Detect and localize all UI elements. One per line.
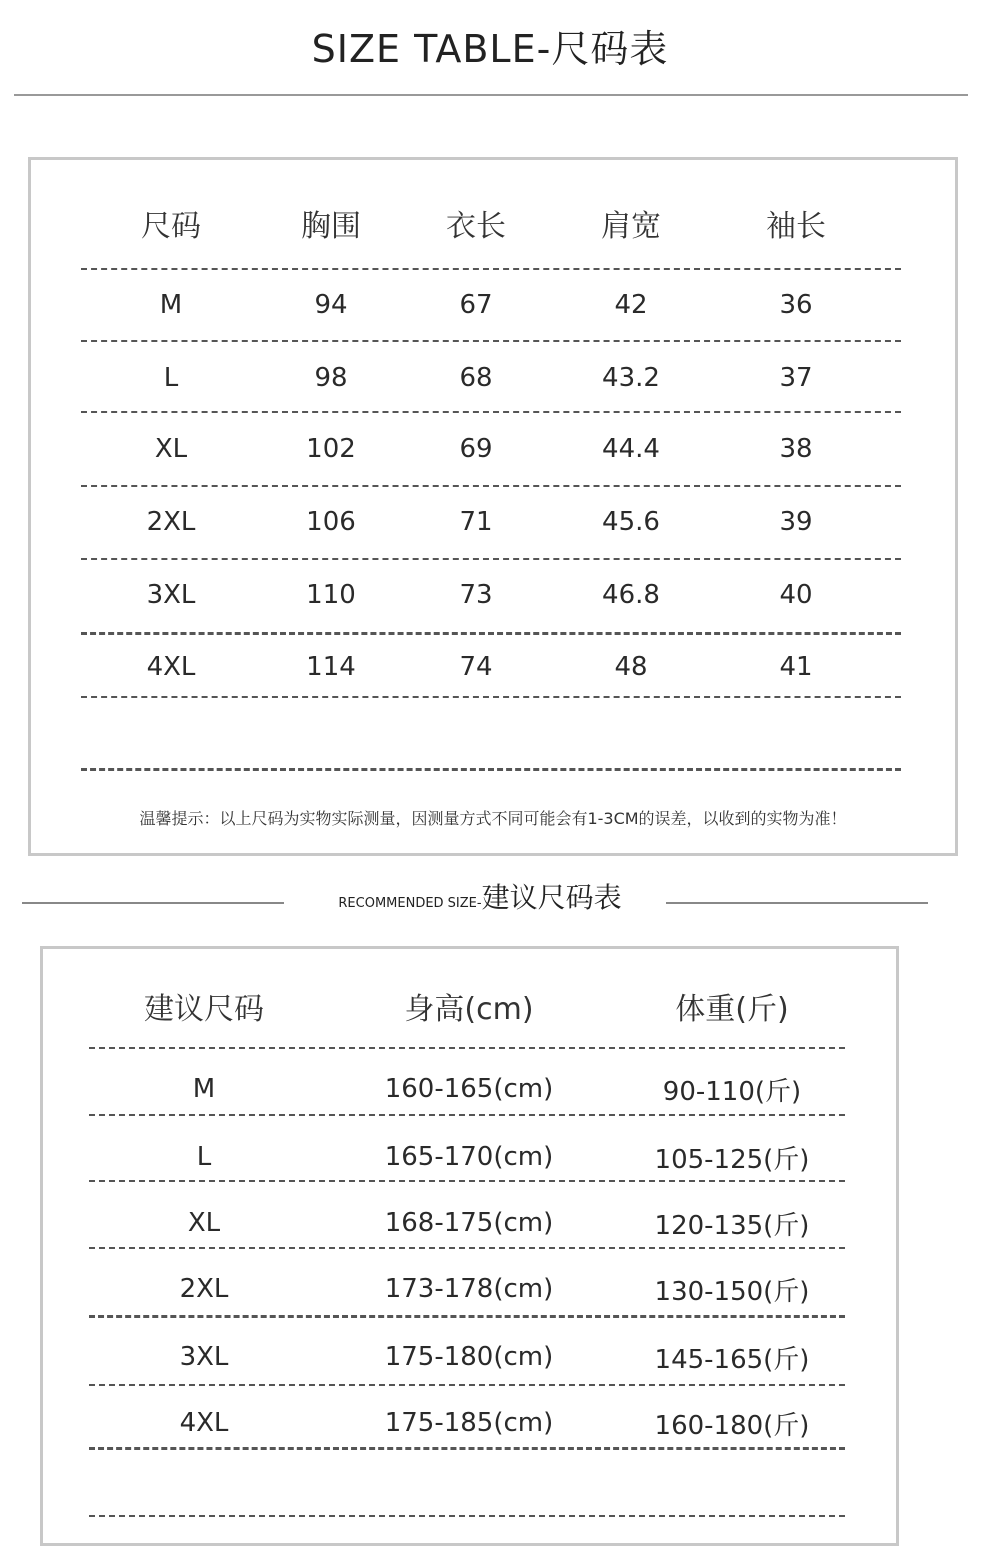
cell-height: 168-175(cm) bbox=[384, 1208, 554, 1238]
table-row bbox=[81, 280, 901, 330]
row-divider bbox=[81, 485, 901, 487]
cell-chest: 110 bbox=[306, 580, 356, 610]
cell-length: 73 bbox=[459, 580, 493, 610]
cell-weight: 145-165(斤) bbox=[654, 1344, 810, 1375]
table-row bbox=[89, 1065, 845, 1113]
cell-chest: 98 bbox=[314, 363, 348, 393]
cell-shoulder: 48 bbox=[614, 652, 648, 682]
cell-size: XL bbox=[154, 434, 188, 464]
row-divider bbox=[89, 1384, 845, 1386]
cell-height: 160-165(cm) bbox=[384, 1074, 554, 1104]
cell-chest: 106 bbox=[306, 507, 356, 537]
header-length: 衣长 bbox=[446, 209, 506, 244]
table-row bbox=[81, 642, 901, 692]
table-row bbox=[81, 353, 901, 403]
table-row bbox=[89, 1265, 845, 1313]
cell-shoulder: 46.8 bbox=[602, 580, 660, 610]
cell-size: 3XL bbox=[179, 1342, 229, 1372]
cell-sleeve: 37 bbox=[779, 363, 813, 393]
cell-sleeve: 36 bbox=[779, 290, 813, 320]
table-row bbox=[89, 1133, 845, 1181]
cell-shoulder: 43.2 bbox=[602, 363, 660, 393]
recommended-size-panel bbox=[40, 946, 899, 1546]
cell-height: 175-185(cm) bbox=[384, 1408, 554, 1438]
section-divider-right bbox=[666, 902, 928, 904]
header-size: 尺码 bbox=[141, 209, 201, 244]
row-divider bbox=[89, 1114, 845, 1116]
row-divider bbox=[89, 1180, 845, 1182]
cell-length: 68 bbox=[459, 363, 493, 393]
cell-size: 2XL bbox=[146, 507, 196, 537]
cell-size: XL bbox=[187, 1208, 221, 1238]
cell-size: M bbox=[192, 1074, 216, 1104]
cell-weight: 90-110(斤) bbox=[662, 1076, 802, 1107]
cell-height: 175-180(cm) bbox=[384, 1342, 554, 1372]
row-divider bbox=[89, 1315, 845, 1318]
table-row bbox=[89, 1333, 845, 1381]
cell-height: 165-170(cm) bbox=[384, 1142, 554, 1172]
table-row bbox=[81, 570, 901, 620]
size-table-header bbox=[81, 198, 901, 248]
row-divider bbox=[81, 632, 901, 635]
row-divider bbox=[81, 340, 901, 342]
cell-shoulder: 45.6 bbox=[602, 507, 660, 537]
header-chest: 胸围 bbox=[301, 209, 361, 244]
row-divider bbox=[89, 1247, 845, 1249]
cell-size: M bbox=[159, 290, 183, 320]
table-row bbox=[89, 1399, 845, 1447]
cell-shoulder: 44.4 bbox=[602, 434, 660, 464]
cell-length: 74 bbox=[459, 652, 493, 682]
cell-size: 4XL bbox=[179, 1408, 229, 1438]
recommended-title bbox=[290, 876, 670, 916]
page-title: SIZE TABLE-尺码表 bbox=[311, 27, 669, 71]
header-shoulder: 肩宽 bbox=[601, 209, 661, 244]
row-divider bbox=[89, 1047, 845, 1049]
cell-chest: 102 bbox=[306, 434, 356, 464]
size-table-panel bbox=[28, 157, 958, 856]
cell-sleeve: 40 bbox=[779, 580, 813, 610]
cell-weight: 105-125(斤) bbox=[654, 1144, 810, 1175]
recommended-title-en: RECOMMENDED SIZE- bbox=[338, 896, 482, 911]
cell-sleeve: 39 bbox=[779, 507, 813, 537]
row-divider bbox=[89, 1447, 845, 1450]
row-divider bbox=[89, 1515, 845, 1517]
table-row bbox=[81, 424, 901, 474]
header-height: 身高(cm) bbox=[404, 992, 534, 1027]
cell-weight: 160-180(斤) bbox=[654, 1410, 810, 1441]
cell-size: 4XL bbox=[146, 652, 196, 682]
cell-height: 173-178(cm) bbox=[384, 1274, 554, 1304]
cell-length: 71 bbox=[459, 507, 493, 537]
row-divider bbox=[81, 696, 901, 698]
table-row bbox=[89, 1199, 845, 1247]
cell-shoulder: 42 bbox=[614, 290, 648, 320]
cell-sleeve: 41 bbox=[779, 652, 813, 682]
header-recommended-size: 建议尺码 bbox=[144, 992, 264, 1027]
recommended-title-cn: 建议尺码表 bbox=[481, 881, 622, 914]
row-divider bbox=[81, 268, 901, 270]
cell-chest: 114 bbox=[306, 652, 356, 682]
row-divider bbox=[81, 768, 901, 771]
measurement-note: 温馨提示：以上尺码为实物实际测量，因测量方式不同可能会有1-3CM的误差，以收到的实物为准！ bbox=[139, 809, 847, 828]
cell-sleeve: 38 bbox=[779, 434, 813, 464]
recommended-header bbox=[89, 981, 845, 1031]
header-weight: 体重(斤) bbox=[675, 992, 789, 1027]
cell-size: L bbox=[163, 363, 179, 393]
cell-size: 2XL bbox=[179, 1274, 229, 1304]
cell-weight: 130-150(斤) bbox=[654, 1276, 810, 1307]
cell-length: 69 bbox=[459, 434, 493, 464]
row-divider bbox=[81, 411, 901, 413]
table-row bbox=[81, 497, 901, 547]
header-sleeve: 袖长 bbox=[766, 209, 826, 244]
cell-weight: 120-135(斤) bbox=[654, 1210, 810, 1241]
row-divider bbox=[81, 558, 901, 560]
cell-size: 3XL bbox=[146, 580, 196, 610]
title-divider bbox=[14, 94, 968, 96]
cell-length: 67 bbox=[459, 290, 493, 320]
cell-chest: 94 bbox=[314, 290, 348, 320]
section-divider-left bbox=[22, 902, 284, 904]
cell-size: L bbox=[196, 1142, 212, 1172]
